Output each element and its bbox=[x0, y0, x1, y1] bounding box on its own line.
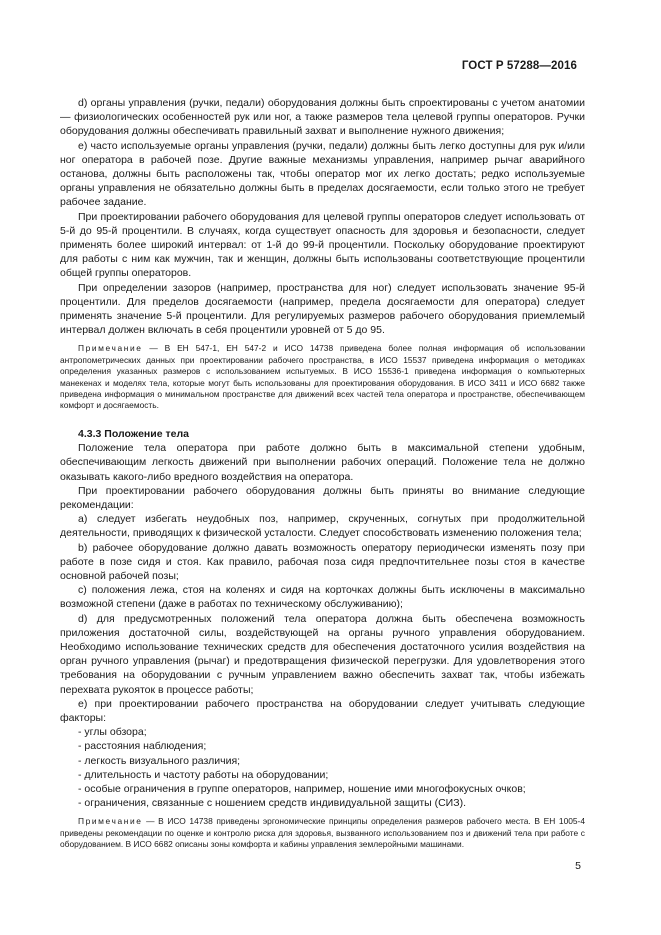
list-item: - расстояния наблюдения; bbox=[78, 740, 207, 753]
paragraph-clearances: При определении зазоров (например, пространства для ног) следует использовать значение 95-й процентили. Для пределов досягаемости (например, предела досягаемости для оператора) следует применять значение 5-й процентили. Для регулируемых размеров рабочего оборудования приемлемый интервал должен включать в себя процентили уровней от 5 до 95. bbox=[60, 281, 585, 337]
list-item: - углы обзора; bbox=[78, 726, 147, 739]
page-number: 5 bbox=[575, 860, 581, 872]
item-e-workspace: e) при проектировании рабочего пространства на оборудовании следует учитывать следующие факторы: bbox=[60, 697, 585, 724]
item-e-controls-access: e) часто используемые органы управления (ручки, педали) должны быть легко доступны для рук и/или ног оператора в рабочей позе. Другие важные механизмы управления, например рычаг аварийного останова, должны быть расположены так, чтобы оператор мог их легко достать; редко используемые органы управления не обязательно должны быть в пределах досягаемости, если только этого не требует рабочее задание. bbox=[60, 139, 585, 209]
list-item: - особые ограничения в группе операторов, например, ношение ими многофокусных очков; bbox=[78, 782, 526, 795]
list-item: - ограничения, связанные с ношением средств индивидуальной защиты (СИЗ). bbox=[78, 797, 466, 810]
item-d-controls: d) органы управления (ручки, педали) оборудования должны быть спроектированы с учетом анатомии — физиологических особенностей рук или ног, а также размеров тела целевой группы операторов. Ручки оборудования должны обеспечивать правильный захват и выполнение нужного движения; bbox=[60, 97, 585, 138]
note-2-text: — В ИСО 14738 приведены эргономические принципы определения размеров рабочего места. В ЕН 1005-4 приведены рекомендации по оценке и контролю риска для здоровья, вызванного использованием поз и движений тела при работе с оборудованием. В ИСО 6682 описаны зоны комфорта и кабины управления землеройными машинами. bbox=[60, 816, 585, 850]
paragraph-posture-intro: Положение тела оператора при работе должно быть в максимальной степени удобным, обеспечивающим легкость движений при выполнении рабочих операций. Положение тела не должно оказывать какого-либо вредного воздействия на оператора. bbox=[60, 442, 585, 483]
note-2-label: Примечание bbox=[78, 816, 143, 827]
paragraph-group-1 bbox=[60, 96, 585, 337]
page-content bbox=[60, 96, 585, 851]
note-2 bbox=[60, 816, 585, 850]
section-heading: 4.3.3 Положение тела bbox=[78, 427, 189, 440]
paragraph-percentiles: При проектировании рабочего оборудования для целевой группы операторов следует использовать от 5-й до 95-й процентили. В случаях, когда существует опасность для здоровья и безопасности, следует применять более широкий интервал: от 1-й до 99-й процентили. Поскольку оборудование проектируют для работы с ним как мужчин, так и женщин, должны быть использованы соответствующие процентили общей группы операторов. bbox=[60, 210, 585, 280]
list-item: - легкость визуального различия; bbox=[78, 754, 241, 767]
paragraph-group-2 bbox=[60, 441, 585, 810]
list-item: - длительность и частоту работы на оборудовании; bbox=[78, 768, 329, 781]
paragraph-recommendations: При проектировании рабочего оборудования должны быть приняты во внимание следующие рекомендации: bbox=[60, 484, 585, 511]
note-1-label: Примечание bbox=[78, 343, 143, 354]
item-c: c) положения лежа, стоя на коленях и сидя на корточках должны быть исключены в максимально возможной степени (даже в работах по техническому обслуживанию); bbox=[60, 584, 585, 611]
item-d-force: d) для предусмотренных положений тела оператора должна быть обеспечена возможность приложения достаточной силы, воздействующей на органы ручного управления оборудованием. Необходимо использование технических средств для обеспечения достаточного усилия воздействия на орган ручного управления (рычаг) и предотвращения физической перегрузки. Для удовлетворения этого требования на оборудовании с ручным управлением важно обеспечить захват так, чтобы избежать перехвата рукояток в процессе работы; bbox=[60, 612, 585, 696]
note-1 bbox=[60, 343, 585, 411]
document-id-header: ГОСТ Р 57288—2016 bbox=[461, 60, 577, 72]
factors-list bbox=[60, 725, 585, 810]
item-a: а) следует избегать неудобных поз, например, скрученных, согнутых при продолжительной деятельности, приводящих к физической усталости. Следует способствовать изменению положения тела; bbox=[60, 513, 585, 540]
note-1-text: — В ЕН 547-1, ЕН 547-2 и ИСО 14738 приведена более полная информация об использовании антропометрических данных при проектировании рабочего пространства, в ИСО 15537 приведена информация о методиках определения указанных размеров с использованием испытуемых. В ИСО 15536-1 приведена информация о компьютерных манекенах и моделях тела, которые могут быть использованы для проектирования оборудования. В ИСО 3411 и ИСО 6682 также приведена информация о минимальном пространстве для движений всех частей тела оператора и пространстве, обеспечивающем комфорт и досягаемость. bbox=[60, 343, 585, 411]
item-b: b) рабочее оборудование должно давать возможность оператору периодически изменять позу при работе в позе сидя и стоя. Как правило, рабочая поза сидя предпочтительнее позы стоя в качестве основной рабочей позы; bbox=[60, 541, 585, 582]
